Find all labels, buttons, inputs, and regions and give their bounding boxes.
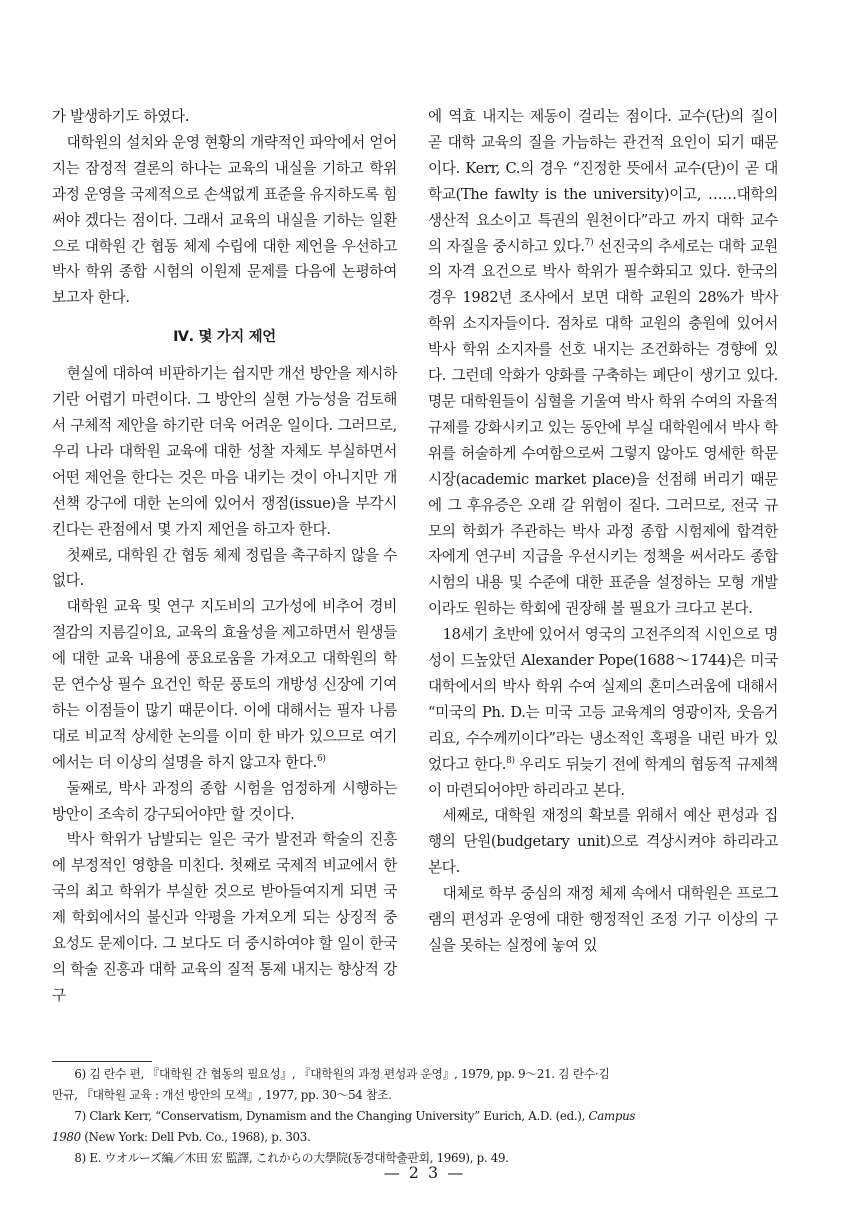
paragraph <box>428 622 778 803</box>
left-column <box>52 104 397 1009</box>
footnote-7-continued <box>52 1127 778 1148</box>
footnote-8: 8) E. ウオルーズ編／木田 宏 監譯, これからの大學院(동경대학출판회, 1969), p. 49. <box>74 1151 509 1165</box>
paragraph: 둘째로, 박사 과정의 종합 시험을 엄정하게 시행하는 방안이 조속히 강구되어야만 할 것이다. <box>52 779 397 823</box>
paragraph: 가 발생하기도 하였다. <box>52 108 190 125</box>
page-number: — 2 3 — <box>383 1163 466 1182</box>
paragraph: 현실에 대하여 비판하기는 쉽지만 개선 방안을 제시하기란 어렵기 마련이다. 그 방안의 실현 가능성을 검토해서 구체적 제안을 하기란 더욱 어려운 일이다. 그러므로, 우리 나라 대학원 교육에 대한 성찰 자체도 부실하면서 어떤 제언을 한다는 것은 마음 내키는 것이 아니지만 개선책 강구에 대한 논의에 있어서 쟁점(issue)을 부각시킨다는 관점에서 몇 가지 제언을 하고자 한다. <box>52 365 397 538</box>
paragraph: 대학원의 설치와 운영 현황의 개략적인 파악에서 얻어지는 잠정적 결론의 하나는 교육의 내실을 기하고 학위 과정 운영을 국제적으로 손색없게 표준을 유지하도록 힘써야 겠다는 점이다. 그래서 교육의 내실을 기하는 일환으로 대학원 간 협동 체제 수립에 대한 제언을 우선하고 박사 학위 종합 시험의 이원제 문제를 다음에 논평하여 보고자 한다. <box>52 133 397 307</box>
paragraph: 세째로, 대학원 재정의 확보를 위해서 예산 편성과 집행의 단원(budgetary unit)으로 격상시켜야 하리라고 본다. <box>428 807 778 877</box>
footnote-ref: 8) <box>506 755 515 766</box>
footnote-ref: 6) <box>316 753 326 764</box>
paragraph: 대체로 학부 중심의 재정 체제 속에서 대학원은 프로그램의 편성과 운영에 대한 행정적인 조정 기구 이상의 구실을 못하는 실정에 놓여 있 <box>428 885 778 954</box>
paragraph: 첫째로, 대학원 간 협동 체제 정립을 촉구하지 않을 수 없다. <box>52 546 397 590</box>
footnote-divider <box>52 1061 152 1062</box>
right-column <box>428 104 778 959</box>
footnote-title: 1980 <box>52 1130 81 1144</box>
footnote-title: Campus <box>588 1109 636 1123</box>
paragraph: 박사 학위가 남발되는 일은 국가 발전과 학술의 진흥에 부정적인 영향을 미친다. 첫째로 국제적 비교에서 한국의 최고 학위가 부실한 것으로 받아들여지게 되면 국제 학회에서의 불신과 악평을 가져오게 되는 상징적 중요성도 문제이다. 그 보다도 더 중시하여야 할 일이 한국의 학술 진흥과 대학 교육의 질적 통제 내지는 향상적 강구 <box>52 831 397 1004</box>
footnote-text: 7) Clark Kerr, “Conservatism, Dynamism and the Changing University” Eurich, A.D. (ed.), <box>74 1109 589 1123</box>
paragraph-text: 우리도 뒤늦기 전에 학계의 협동적 규제책이 마련되어야만 하리라고 본다. <box>428 755 778 799</box>
footnotes <box>52 1064 778 1169</box>
footnote-7 <box>52 1106 778 1127</box>
paragraph-text: 대학원 교육 및 연구 지도비의 고가성에 비추어 경비 절감의 지름길이요, 교육의 효율성을 제고하면서 원생들에 대한 교육 내용에 풍요로움을 가져오고 대학원의 학문 연수상 필수 요건인 학문 풍토의 개방성 신장에 기여하는 이점들이 많기 때문이다. 이에 대해서는 필자 나름대로 비교적 상세한 논의를 이미 한 바가 있으므로 여기에서는 더 이상의 설명을 하지 않고자 한다. <box>52 598 397 771</box>
paragraph-text: 에 역효 내지는 제동이 걸리는 점이다. 교수(단)의 질이 곧 대학 교육의 질을 가늠하는 관건적 요인이 되기 때문이다. Kerr, C.의 경우 “진정한 뜻에서 교수(단)이 곧 대학교(The fawlty is the university)이고, ……대학의 생산적 요소이고 특권의 원천이다”라고 까지 대학 교수의 자질을 중시하고 있다. <box>428 108 778 255</box>
section-heading: Ⅳ. 몇 가지 제언 <box>173 329 276 346</box>
paragraph <box>52 594 397 775</box>
footnote-6-continued: 만규, 『대학원 교육 : 개선 방안의 모색』, 1977, pp. 30～54 참조. <box>52 1088 392 1102</box>
footnote-text: (New York: Dell Pvb. Co., 1968), p. 303. <box>80 1130 311 1144</box>
paragraph <box>428 104 778 622</box>
paragraph-text: 선진국의 추세로는 대학 교원의 자격 요건으로 박사 학위가 필수화되고 있다. 한국의 경우 1982년 조사에서 보면 대학 교원의 28%가 박사 학위 소지자들이다. 점차로 대학 교원의 충원에 있어서 박사 학위 소지자를 선호 내지는 조건화하는 경향에 있다. 그런데 악화가 양화를 구축하는 폐단이 생기고 있다. 명문 대학원들이 심혈을 기울여 박사 학위 수여의 자율적 규제를 강화시키고 있는 동안에 부실 대학원에서 박사 학위를 허술하게 수여함으로써 그렇지 않아도 영세한 학문 시장(academic market place)을 선점해 버리기 때문에 그 후유증은 오래 갈 위험이 짙다. 그러므로, 전국 규모의 학회가 주관하는 박사 과정 종합 시험제에 합격한 자에게 연구비 지급을 우선시키는 정책을 써서라도 종합 시험의 내용 및 수준에 대한 표준을 설정하는 모형 개발이라도 원하는 학회에 권장해 볼 필요가 크다고 본다. <box>428 237 778 618</box>
footnote-6: 6) 김 란수 편, 『대학원 간 협동의 필요성』, 『대학원의 과정 편성과 운영』, 1979, pp. 9～21. 김 란수·김 <box>74 1067 610 1081</box>
paragraph-text: 18세기 초반에 있어서 영국의 고전주의적 시인으로 명성이 드높았던 Alexander Pope(1688～1744)은 미국 대학에서의 박사 학위 수여 실제의 혼미스러움에 대해서 “미국의 Ph. D.는 미국 고등 교육계의 영광이자, 웃음거리요, 수수께끼이다”라는 냉소적인 혹평을 내린 바가 있었다고 한다. <box>428 626 778 773</box>
footnote-ref: 7) <box>584 237 594 248</box>
